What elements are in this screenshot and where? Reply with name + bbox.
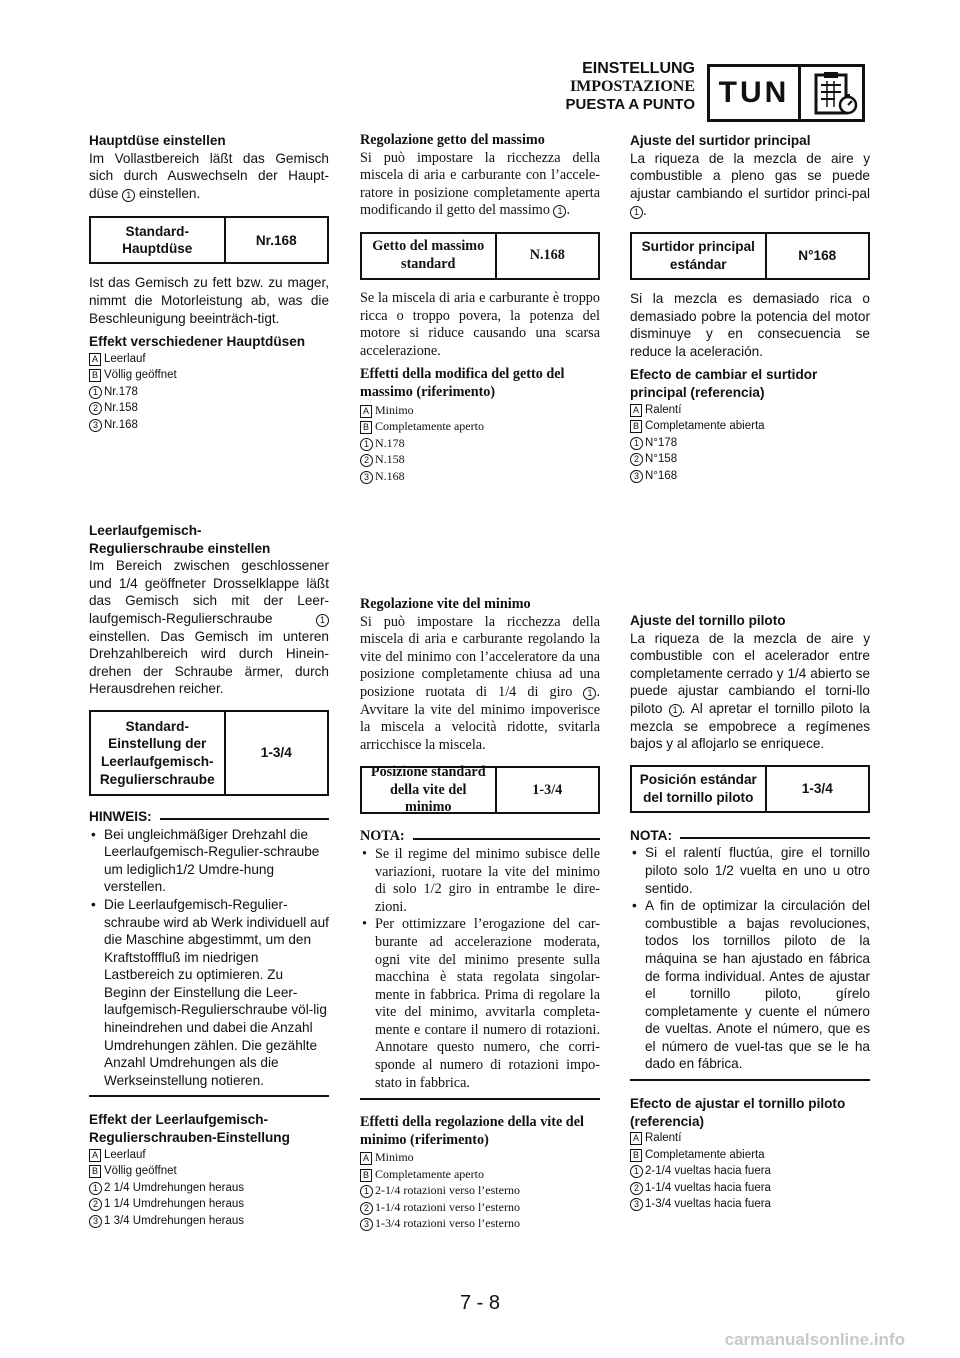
watermark: carmanualsonline.info [724, 1330, 905, 1349]
de-main-jet-after: Ist das Gemisch zu fett bzw. zu mager, nimmt die Motorleistung ab, was die Beschleunigung beeinträch-tigt. [89, 275, 329, 326]
spec-value: N°168 [798, 248, 837, 264]
es-main-jet-legend [630, 402, 870, 485]
marker-1: 1 [630, 206, 643, 219]
section-code: TUN [718, 76, 790, 109]
note-item: • A fin de optimizar la circulación del combustible a bajas revoluciones, todos los tornillos piloto de la máquina se han ajustado en fábrica de forma individual. Antes de ajustar el tornillo piloto, gírelo completamente y cuente el número de vueltas. Anote el número, que es el número de vuel-tas que se le ha dado en fábrica. [630, 897, 870, 1073]
it-main-jet-legend [360, 402, 600, 485]
spec-label: Posizione standard della vite del minimo [362, 768, 497, 812]
note-item: • Se il regime del minimo subisce delle variazioni, ruotare la vite del minimo di solo 1/2 giro in entrambe le dire-zioni. [360, 846, 600, 916]
it-main-jet-title: Regolazione getto del massimo [360, 132, 545, 148]
legend-item: A Leerlauf [89, 351, 329, 368]
it-main-jet-after: Se la miscela di aria e carburante è troppo ricca o troppo povera, la potenza del motore si riduce causando una scarsa accelerazione. [360, 289, 600, 359]
de-pilot-effect-title: Effekt der Leerlaufgemisch-Regulierschrauben-Einstellung [89, 1112, 290, 1146]
it-pilot-legend [360, 1149, 600, 1232]
header-title-it: IMPOSTAZIONE [569, 78, 695, 95]
spec-label: Standard-Einstellung der Leerlaufgemisch-Regulierschraube [91, 712, 226, 794]
it-pilot-spec-table [360, 763, 600, 816]
legend-item: 1 2-1/4 rotazioni verso l’esterno [360, 1182, 600, 1199]
it-main-jet-spec-table [360, 232, 600, 280]
legend-item: 3 N.168 [360, 468, 600, 485]
it-note-end-rule [360, 1098, 600, 1100]
es-note-header: NOTA: [630, 827, 870, 845]
it-pilot-title: Regolazione vite del minimo [360, 596, 531, 612]
legend-item: 1 2-1/4 vueltas hacia fuera [630, 1163, 870, 1180]
legend-item: B Completamente aperto [360, 418, 600, 435]
es-main-jet-effect-title: Efecto de cambiar el surtidor principal (referencia) [630, 367, 818, 400]
es-pilot-effect-title: Efecto de ajustar el tornillo piloto (referencia) [630, 1096, 846, 1129]
spec-value: N.168 [529, 247, 565, 264]
de-note-header: HINWEIS: [89, 808, 329, 826]
legend-item: B Völlig geöffnet [89, 367, 329, 384]
de-notes-list [89, 826, 329, 1090]
es-main-jet-after: Si la mezcla es demasiado rica o demasiado pobre la potencia del motor disminuye y en consecuencia se reduce la aceleración. [630, 290, 870, 359]
es-pilot-section [630, 612, 870, 1213]
it-main-jet-section [360, 132, 600, 484]
legend-item: 1 Nr.178 [89, 384, 329, 401]
es-main-jet-spec-table [630, 232, 870, 280]
es-pilot-title: Ajuste del tornillo piloto [630, 613, 786, 628]
header-title-es: PUESTA A PUNTO [565, 96, 695, 113]
legend-item: 2 Nr.158 [89, 400, 329, 417]
marker-1: 1 [553, 205, 566, 218]
legend-item: 3 1-3/4 rotazioni verso l’esterno [360, 1215, 600, 1232]
legend-item: A Ralentí [630, 1130, 870, 1147]
legend-item: 3 N°168 [630, 468, 870, 485]
spec-label: Surtidor principal estándar [632, 234, 767, 278]
legend-item: 2 N.158 [360, 451, 600, 468]
legend-item: 1 N.178 [360, 435, 600, 452]
de-main-jet-title: Hauptdüse einstellen [89, 133, 226, 148]
spec-label: Getto del massimo standard [362, 234, 497, 278]
es-main-jet-title: Ajuste del surtidor principal [630, 133, 811, 148]
es-note-end-rule [630, 1079, 870, 1081]
it-main-jet-effect-title: Effetti della modifica del getto del massimo (riferimento) [360, 366, 565, 400]
spec-value: 1-3/4 [801, 780, 833, 796]
legend-item: 3 1 3/4 Umdrehungen heraus [89, 1213, 329, 1230]
de-pilot-legend [89, 1147, 329, 1230]
legend-item: B Completamente abierta [630, 1147, 870, 1164]
es-pilot-legend [630, 1130, 870, 1213]
spec-value: Nr.168 [255, 232, 297, 248]
it-note-header: NOTA: [360, 828, 600, 846]
legend-item: B Völlig geöffnet [89, 1163, 329, 1180]
marker-1: 1 [583, 687, 596, 700]
legend-item: 2 1-1/4 rotazioni verso l’esterno [360, 1199, 600, 1216]
es-main-jet-section [630, 132, 870, 484]
legend-item: 2 N°158 [630, 451, 870, 468]
de-note-end-rule [89, 1095, 329, 1097]
legend-item: A Minimo [360, 1149, 600, 1166]
de-pilot-spec-table [89, 710, 329, 796]
spec-value: 1-3/4 [532, 781, 563, 798]
note-item: • Per ottimizzare l’erogazione del car-burante ad accelerazione moderata, ogni vite del minimo presente sulla macchina è stata regolata singolar-mente in fabbrica. Prima di regolare la vite del minimo, avvitarla completa-mente e contare il numero di rotazioni. Annotare questo numero, che corri-sponde al numero di rotazioni impo-stato in fabbrica. [360, 916, 600, 1092]
legend-item: B Completamente abierta [630, 418, 870, 435]
es-main-jet-body: La riqueza de la mezcla de aire y combustible a pleno gas se puede ajustar cambiando el surtidor princi-pal 1 . [630, 150, 870, 219]
marker-1: 1 [669, 704, 682, 717]
legend-item: 1 2 1/4 Umdrehungen heraus [89, 1180, 329, 1197]
header-title-de: EINSTELLUNG [582, 60, 695, 77]
it-pilot-effect-title: Effetti della regolazione della vite del minimo (riferimento) [360, 1114, 584, 1148]
section-code-box [707, 64, 865, 122]
note-item: • Die Leerlaufgemisch-Regulier-schraube wird ab Werk individuell auf die Maschine abgestimmt, um den Kraftstofffluß im niedrigen Lastbereich zu optimieren. Zu Beginn der Einstellung die Leer-laufgemisch-Regulierschraube völ-lig hineindrehen und dabei die Anzahl Umdrehungen zählen. Die gezählte Anzahl Umdrehungen als die Werkseinstellung notieren. [89, 896, 329, 1090]
page-number: 7 - 8 [459, 1292, 501, 1314]
marker-1: 1 [316, 614, 329, 627]
legend-item: 2 1-1/4 vueltas hacia fuera [630, 1180, 870, 1197]
es-pilot-body: La riqueza de la mezcla de aire y combustible con el acelerador entre completamente cerrado y 1/4 abierto se puede ajustar cambiando el torni-llo piloto 1 . Al apretar el tornillo piloto la mezcla se empobrece a regímenes bajos y al aflojarlo se enriquece. [630, 630, 870, 752]
de-pilot-body: Im Bereich zwischen geschlossener und 1/4 geöffneter Drosselklappe läßt das Gemisch sich mit der Leer-laufgemisch-Regulierschraube 1 einstellen. Das Gemisch im unteren Drehzahlbereich wird durch Hinein-drehen der Schraube ärmer, durch Herausdrehen reicher. [89, 558, 329, 697]
spec-value: 1-3/4 [260, 745, 292, 761]
note-item: • Bei ungleichmäßiger Drehzahl die Leerlaufgemisch-Regulier-schraube um lediglich1/2 Umdre-hung verstellen. [89, 826, 329, 896]
section-divider [798, 67, 801, 119]
note-item: • Si el ralentí fluctúa, gire el tornillo piloto solo 1/2 vuelta en uno u otro sentido. [630, 844, 870, 897]
de-main-jet-effect-title: Effekt verschiedener Hauptdüsen [89, 334, 306, 350]
legend-item: A Leerlauf [89, 1147, 329, 1164]
de-main-jet-legend [89, 351, 329, 434]
de-main-jet-body: Im Vollastbereich läßt das Gemisch sich durch Auswechseln der Haupt-düse 1 einstellen. [89, 150, 329, 201]
legend-item: 3 Nr.168 [89, 417, 329, 434]
page-header-titles [566, 60, 695, 114]
de-pilot-title-1: Leerlaufgemisch- [89, 523, 202, 538]
it-notes-list [360, 846, 600, 1092]
legend-item: A Ralentí [630, 402, 870, 419]
es-pilot-spec-table [630, 765, 870, 813]
de-main-jet-section [89, 132, 329, 433]
es-notes-list [630, 844, 870, 1073]
it-pilot-section [360, 596, 600, 1232]
marker-1: 1 [122, 189, 135, 202]
it-main-jet-body: Si può impostare la ricchezza della miscela di aria e carburante con l’accele-ratore in posizione completamente aperta modificando il getto del massimo 1 . [360, 149, 600, 219]
de-main-jet-spec-table [89, 216, 329, 264]
legend-item: 3 1-3/4 vueltas hacia fuera [630, 1196, 870, 1213]
legend-item: B Completamente aperto [360, 1166, 600, 1183]
it-pilot-body: Si può impostare la ricchezza della miscela di aria e carburante regolando la vite del minimo con l’acceleratore da una posizione completamente chiusa ad una posizione ruotata di 1/4 di giro 1 . Avvitare la vite del minimo impoverisce la miscela a velocità ridotte, svitarla arricchisce la miscela. [360, 613, 600, 753]
legend-item: 2 1 1/4 Umdrehungen heraus [89, 1196, 329, 1213]
legend-item: 1 N°178 [630, 435, 870, 452]
spec-label: Posición estándar del tornillo piloto [632, 767, 767, 811]
de-pilot-section [89, 522, 329, 1229]
clipboard-stopwatch-icon [810, 71, 860, 117]
de-pilot-title-2: Regulierschraube einstellen [89, 540, 271, 556]
legend-item: A Minimo [360, 402, 600, 419]
spec-label: Standard-Hauptdüse [91, 218, 226, 262]
